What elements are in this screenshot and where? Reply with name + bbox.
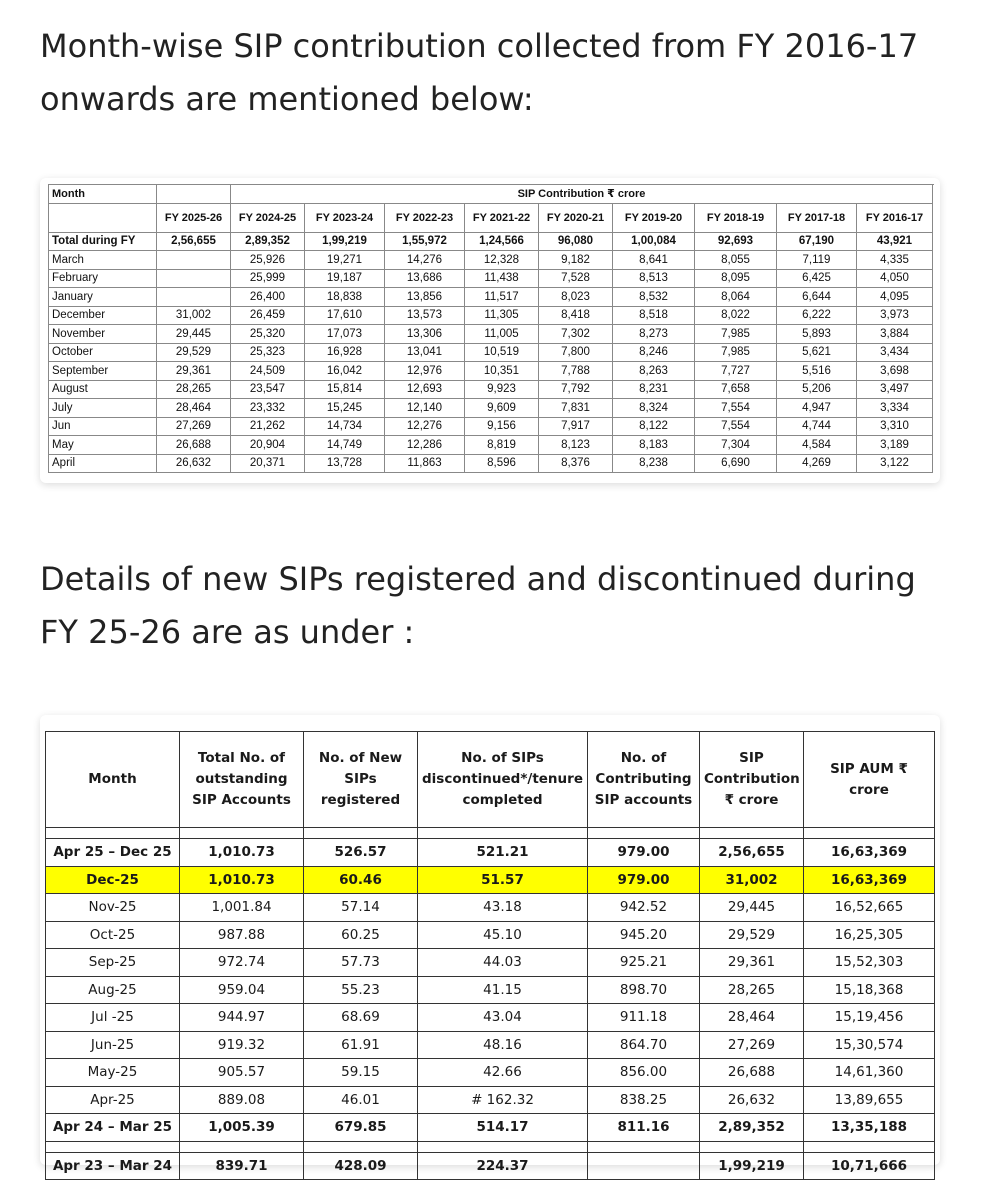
column-header: Total No. of outstanding SIP Accounts <box>180 732 304 828</box>
value-cell: 959.04 <box>180 976 304 1004</box>
month-cell: Aug-25 <box>46 976 180 1004</box>
value-cell <box>588 1152 700 1180</box>
value-cell: 8,596 <box>465 454 539 473</box>
value-cell: 428.09 <box>304 1152 418 1180</box>
value-cell: 28,464 <box>157 399 231 418</box>
value-cell: 919.32 <box>180 1031 304 1059</box>
value-cell: 29,361 <box>700 949 804 977</box>
value-cell: 28,265 <box>157 380 231 399</box>
value-cell: 11,517 <box>465 288 539 307</box>
value-cell: 28,265 <box>700 976 804 1004</box>
value-cell: 7,831 <box>539 399 613 418</box>
value-cell <box>157 251 231 270</box>
value-cell: 42.66 <box>418 1059 588 1087</box>
value-cell: 1,99,219 <box>305 232 385 251</box>
fiscal-year-header: FY 2018-19 <box>695 203 777 232</box>
value-cell: 16,63,369 <box>804 866 935 894</box>
value-cell: 8,238 <box>613 454 695 473</box>
value-cell: 8,518 <box>613 306 695 325</box>
value-cell: 20,371 <box>231 454 305 473</box>
table-header-row <box>49 185 933 204</box>
value-cell: 19,187 <box>305 269 385 288</box>
value-cell: 7,800 <box>539 343 613 362</box>
month-cell: February <box>49 269 157 288</box>
value-cell: 25,999 <box>231 269 305 288</box>
value-cell: 31,002 <box>700 866 804 894</box>
value-cell <box>700 828 804 839</box>
value-cell: 20,904 <box>231 436 305 455</box>
value-cell: 1,005.39 <box>180 1114 304 1142</box>
table-row <box>49 325 933 344</box>
column-header: No. of SIPs discontinued*/tenure completed <box>418 732 588 828</box>
value-cell: 29,361 <box>157 362 231 381</box>
section-heading-new-sips: Details of new SIPs registered and discontinued during FY 25-26 are as under : <box>40 560 916 651</box>
month-cell: Apr 23 – Mar 24 <box>46 1152 180 1180</box>
value-cell: 6,644 <box>777 288 857 307</box>
value-cell: 8,123 <box>539 436 613 455</box>
value-cell: 13,856 <box>385 288 465 307</box>
value-cell: 48.16 <box>418 1031 588 1059</box>
month-cell: July <box>49 399 157 418</box>
value-cell: 13,89,655 <box>804 1086 935 1114</box>
column-header: SIP AUM ₹ crore <box>804 732 935 828</box>
value-cell: 9,609 <box>465 399 539 418</box>
table-row <box>49 399 933 418</box>
value-cell: 17,610 <box>305 306 385 325</box>
sip-registration-table-card <box>40 715 940 1174</box>
value-cell <box>157 269 231 288</box>
value-cell: 15,19,456 <box>804 1004 935 1032</box>
table-row <box>49 362 933 381</box>
month-cell: Apr-25 <box>46 1086 180 1114</box>
sip-registration-table <box>45 731 935 1180</box>
month-cell: January <box>49 288 157 307</box>
month-cell: Oct-25 <box>46 921 180 949</box>
value-cell: 8,324 <box>613 399 695 418</box>
value-cell: 43.18 <box>418 894 588 922</box>
table-row <box>46 921 935 949</box>
value-cell: 15,30,574 <box>804 1031 935 1059</box>
value-cell: 979.00 <box>588 866 700 894</box>
value-cell: 7,528 <box>539 269 613 288</box>
value-cell: 925.21 <box>588 949 700 977</box>
fiscal-year-header: FY 2017-18 <box>777 203 857 232</box>
value-cell: 44.03 <box>418 949 588 977</box>
value-cell: 46.01 <box>304 1086 418 1114</box>
value-cell: 28,464 <box>700 1004 804 1032</box>
value-cell: 26,688 <box>157 436 231 455</box>
value-cell: 16,042 <box>305 362 385 381</box>
value-cell: 4,947 <box>777 399 857 418</box>
value-cell: 864.70 <box>588 1031 700 1059</box>
value-cell: 987.88 <box>180 921 304 949</box>
value-cell <box>304 1141 418 1152</box>
table-row <box>46 1031 935 1059</box>
value-cell: 856.00 <box>588 1059 700 1087</box>
value-cell: 12,693 <box>385 380 465 399</box>
value-cell: 43.04 <box>418 1004 588 1032</box>
month-cell: May <box>49 436 157 455</box>
value-cell: 2,56,655 <box>700 839 804 867</box>
value-cell: 5,893 <box>777 325 857 344</box>
value-cell: 4,269 <box>777 454 857 473</box>
month-cell: May-25 <box>46 1059 180 1087</box>
value-cell: 5,516 <box>777 362 857 381</box>
table-row <box>49 343 933 362</box>
value-cell <box>180 828 304 839</box>
value-cell: 17,073 <box>305 325 385 344</box>
value-cell: 521.21 <box>418 839 588 867</box>
blank-header <box>49 203 157 232</box>
value-cell: 8,064 <box>695 288 777 307</box>
month-cell: October <box>49 343 157 362</box>
month-cell: September <box>49 362 157 381</box>
spacer-row <box>46 1141 935 1152</box>
value-cell: 944.97 <box>180 1004 304 1032</box>
value-cell: 15,18,368 <box>804 976 935 1004</box>
month-cell <box>46 828 180 839</box>
value-cell: 8,273 <box>613 325 695 344</box>
value-cell: 11,005 <box>465 325 539 344</box>
value-cell: 7,917 <box>539 417 613 436</box>
value-cell: # 162.32 <box>418 1086 588 1114</box>
value-cell: 23,547 <box>231 380 305 399</box>
value-cell: 972.74 <box>180 949 304 977</box>
value-cell: 7,727 <box>695 362 777 381</box>
table-row <box>49 454 933 473</box>
value-cell: 12,328 <box>465 251 539 270</box>
value-cell: 19,271 <box>305 251 385 270</box>
value-cell: 31,002 <box>157 306 231 325</box>
value-cell: 60.25 <box>304 921 418 949</box>
value-cell: 10,71,666 <box>804 1152 935 1180</box>
value-cell: 7,792 <box>539 380 613 399</box>
value-cell: 15,245 <box>305 399 385 418</box>
fiscal-year-header: FY 2022-23 <box>385 203 465 232</box>
value-cell: 6,690 <box>695 454 777 473</box>
table-row <box>46 894 935 922</box>
summary-row <box>46 1114 935 1142</box>
value-cell: 2,89,352 <box>231 232 305 251</box>
sip-contribution-group-header: SIP Contribution ₹ crore <box>231 185 933 204</box>
fiscal-year-header: FY 2024-25 <box>231 203 305 232</box>
value-cell: 3,334 <box>857 399 933 418</box>
month-cell: Apr 25 – Dec 25 <box>46 839 180 867</box>
value-cell: 3,698 <box>857 362 933 381</box>
value-cell: 14,61,360 <box>804 1059 935 1087</box>
value-cell: 905.57 <box>180 1059 304 1087</box>
value-cell: 13,35,188 <box>804 1114 935 1142</box>
value-cell: 6,425 <box>777 269 857 288</box>
value-cell: 13,573 <box>385 306 465 325</box>
value-cell: 12,976 <box>385 362 465 381</box>
month-cell: Sep-25 <box>46 949 180 977</box>
value-cell: 3,189 <box>857 436 933 455</box>
value-cell: 514.17 <box>418 1114 588 1142</box>
value-cell <box>304 828 418 839</box>
value-cell: 10,519 <box>465 343 539 362</box>
highlighted-row <box>46 866 935 894</box>
value-cell: 26,688 <box>700 1059 804 1087</box>
table-row <box>46 1086 935 1114</box>
value-cell: 8,263 <box>613 362 695 381</box>
month-cell: Jul -25 <box>46 1004 180 1032</box>
value-cell <box>700 1141 804 1152</box>
value-cell: 12,276 <box>385 417 465 436</box>
sip-contribution-table-card <box>40 178 940 483</box>
value-cell: 3,973 <box>857 306 933 325</box>
value-cell: 8,055 <box>695 251 777 270</box>
value-cell <box>418 1141 588 1152</box>
table-row <box>46 976 935 1004</box>
fiscal-year-header: FY 2021-22 <box>465 203 539 232</box>
value-cell: 9,923 <box>465 380 539 399</box>
month-cell: Apr 24 – Mar 25 <box>46 1114 180 1142</box>
value-cell: 811.16 <box>588 1114 700 1142</box>
value-cell: 1,99,219 <box>700 1152 804 1180</box>
table-row <box>46 1004 935 1032</box>
value-cell: 7,554 <box>695 399 777 418</box>
month-cell: March <box>49 251 157 270</box>
value-cell: 43,921 <box>857 232 933 251</box>
month-cell: Dec-25 <box>46 866 180 894</box>
value-cell: 3,884 <box>857 325 933 344</box>
value-cell: 25,926 <box>231 251 305 270</box>
value-cell: 55.23 <box>304 976 418 1004</box>
value-cell: 26,459 <box>231 306 305 325</box>
column-header: No. of Contributing SIP accounts <box>588 732 700 828</box>
month-cell: Jun <box>49 417 157 436</box>
value-cell: 92,693 <box>695 232 777 251</box>
month-cell: December <box>49 306 157 325</box>
value-cell: 224.37 <box>418 1152 588 1180</box>
value-cell: 18,838 <box>305 288 385 307</box>
value-cell: 57.14 <box>304 894 418 922</box>
value-cell: 8,513 <box>613 269 695 288</box>
value-cell: 838.25 <box>588 1086 700 1114</box>
value-cell: 51.57 <box>418 866 588 894</box>
month-cell: August <box>49 380 157 399</box>
value-cell: 1,55,972 <box>385 232 465 251</box>
value-cell: 2,56,655 <box>157 232 231 251</box>
table-row <box>49 436 933 455</box>
table-row <box>49 306 933 325</box>
column-header: Month <box>46 732 180 828</box>
value-cell <box>588 828 700 839</box>
value-cell: 3,434 <box>857 343 933 362</box>
value-cell: 7,302 <box>539 325 613 344</box>
value-cell: 7,658 <box>695 380 777 399</box>
value-cell: 29,529 <box>157 343 231 362</box>
value-cell: 96,080 <box>539 232 613 251</box>
fiscal-year-header: FY 2023-24 <box>305 203 385 232</box>
value-cell: 59.15 <box>304 1059 418 1087</box>
value-cell: 945.20 <box>588 921 700 949</box>
summary-row <box>46 839 935 867</box>
value-cell: 9,156 <box>465 417 539 436</box>
value-cell: 29,445 <box>157 325 231 344</box>
value-cell: 1,00,084 <box>613 232 695 251</box>
value-cell: 67,190 <box>777 232 857 251</box>
value-cell: 942.52 <box>588 894 700 922</box>
table-row <box>46 949 935 977</box>
month-cell <box>46 1141 180 1152</box>
value-cell: 8,819 <box>465 436 539 455</box>
value-cell: 11,305 <box>465 306 539 325</box>
value-cell: 4,095 <box>857 288 933 307</box>
fiscal-year-header: FY 2016-17 <box>857 203 933 232</box>
month-cell: Total during FY <box>49 232 157 251</box>
value-cell: 8,122 <box>613 417 695 436</box>
value-cell: 1,24,566 <box>465 232 539 251</box>
value-cell <box>157 288 231 307</box>
value-cell: 68.69 <box>304 1004 418 1032</box>
value-cell: 13,306 <box>385 325 465 344</box>
value-cell: 7,788 <box>539 362 613 381</box>
value-cell: 979.00 <box>588 839 700 867</box>
table-row <box>46 1059 935 1087</box>
value-cell: 7,554 <box>695 417 777 436</box>
value-cell: 911.18 <box>588 1004 700 1032</box>
value-cell: 16,928 <box>305 343 385 362</box>
value-cell: 8,641 <box>613 251 695 270</box>
column-header: SIP Contribution ₹ crore <box>700 732 804 828</box>
month-cell: Jun-25 <box>46 1031 180 1059</box>
value-cell: 27,269 <box>157 417 231 436</box>
value-cell: 3,497 <box>857 380 933 399</box>
value-cell: 26,632 <box>157 454 231 473</box>
value-cell: 16,63,369 <box>804 839 935 867</box>
value-cell: 8,023 <box>539 288 613 307</box>
value-cell: 1,001.84 <box>180 894 304 922</box>
value-cell <box>418 828 588 839</box>
value-cell: 14,276 <box>385 251 465 270</box>
value-cell: 57.73 <box>304 949 418 977</box>
spacer-header <box>157 185 231 204</box>
value-cell: 3,310 <box>857 417 933 436</box>
column-header: No. of New SIPs registered <box>304 732 418 828</box>
value-cell: 8,183 <box>613 436 695 455</box>
fiscal-year-header: FY 2020-21 <box>539 203 613 232</box>
value-cell: 7,985 <box>695 343 777 362</box>
table-row <box>49 380 933 399</box>
value-cell: 29,529 <box>700 921 804 949</box>
value-cell: 15,814 <box>305 380 385 399</box>
fiscal-year-header-row <box>49 203 933 232</box>
value-cell: 23,332 <box>231 399 305 418</box>
value-cell: 24,509 <box>231 362 305 381</box>
month-cell: Nov-25 <box>46 894 180 922</box>
value-cell: 4,744 <box>777 417 857 436</box>
value-cell: 13,041 <box>385 343 465 362</box>
value-cell: 21,262 <box>231 417 305 436</box>
value-cell: 526.57 <box>304 839 418 867</box>
value-cell <box>804 828 935 839</box>
value-cell: 12,286 <box>385 436 465 455</box>
value-cell: 60.46 <box>304 866 418 894</box>
value-cell: 13,686 <box>385 269 465 288</box>
month-cell: November <box>49 325 157 344</box>
value-cell <box>804 1141 935 1152</box>
value-cell: 8,376 <box>539 454 613 473</box>
value-cell: 26,400 <box>231 288 305 307</box>
value-cell: 679.85 <box>304 1114 418 1142</box>
table-row <box>49 288 933 307</box>
value-cell: 10,351 <box>465 362 539 381</box>
value-cell: 11,863 <box>385 454 465 473</box>
value-cell: 7,119 <box>777 251 857 270</box>
value-cell: 25,323 <box>231 343 305 362</box>
value-cell <box>180 1141 304 1152</box>
value-cell: 45.10 <box>418 921 588 949</box>
value-cell: 5,621 <box>777 343 857 362</box>
table-header-row <box>46 732 935 828</box>
value-cell: 8,095 <box>695 269 777 288</box>
value-cell: 5,206 <box>777 380 857 399</box>
value-cell: 839.71 <box>180 1152 304 1180</box>
value-cell: 27,269 <box>700 1031 804 1059</box>
month-cell: April <box>49 454 157 473</box>
value-cell: 12,140 <box>385 399 465 418</box>
summary-row <box>46 1152 935 1180</box>
value-cell: 11,438 <box>465 269 539 288</box>
value-cell: 8,022 <box>695 306 777 325</box>
value-cell: 7,985 <box>695 325 777 344</box>
value-cell: 15,52,303 <box>804 949 935 977</box>
value-cell: 13,728 <box>305 454 385 473</box>
value-cell: 61.91 <box>304 1031 418 1059</box>
value-cell: 14,749 <box>305 436 385 455</box>
value-cell: 4,584 <box>777 436 857 455</box>
section-heading-monthwise: Month-wise SIP contribution collected from FY 2016-17 onwards are mentioned below: <box>40 27 919 118</box>
value-cell: 3,122 <box>857 454 933 473</box>
value-cell: 41.15 <box>418 976 588 1004</box>
spacer-row <box>46 828 935 839</box>
value-cell: 2,89,352 <box>700 1114 804 1142</box>
fiscal-year-header: FY 2019-20 <box>613 203 695 232</box>
value-cell: 8,532 <box>613 288 695 307</box>
value-cell: 7,304 <box>695 436 777 455</box>
value-cell: 14,734 <box>305 417 385 436</box>
value-cell: 16,52,665 <box>804 894 935 922</box>
value-cell: 4,335 <box>857 251 933 270</box>
sip-contribution-table <box>48 184 933 473</box>
value-cell: 8,418 <box>539 306 613 325</box>
month-header: Month <box>49 185 157 204</box>
total-row <box>49 232 933 251</box>
value-cell <box>588 1141 700 1152</box>
value-cell: 8,231 <box>613 380 695 399</box>
value-cell: 8,246 <box>613 343 695 362</box>
value-cell: 6,222 <box>777 306 857 325</box>
fiscal-year-header: FY 2025-26 <box>157 203 231 232</box>
value-cell: 889.08 <box>180 1086 304 1114</box>
table-row <box>49 251 933 270</box>
value-cell: 898.70 <box>588 976 700 1004</box>
value-cell: 1,010.73 <box>180 839 304 867</box>
value-cell: 16,25,305 <box>804 921 935 949</box>
value-cell: 26,632 <box>700 1086 804 1114</box>
value-cell: 9,182 <box>539 251 613 270</box>
value-cell: 25,320 <box>231 325 305 344</box>
table-row <box>49 269 933 288</box>
value-cell: 1,010.73 <box>180 866 304 894</box>
table-row <box>49 417 933 436</box>
value-cell: 29,445 <box>700 894 804 922</box>
value-cell: 4,050 <box>857 269 933 288</box>
